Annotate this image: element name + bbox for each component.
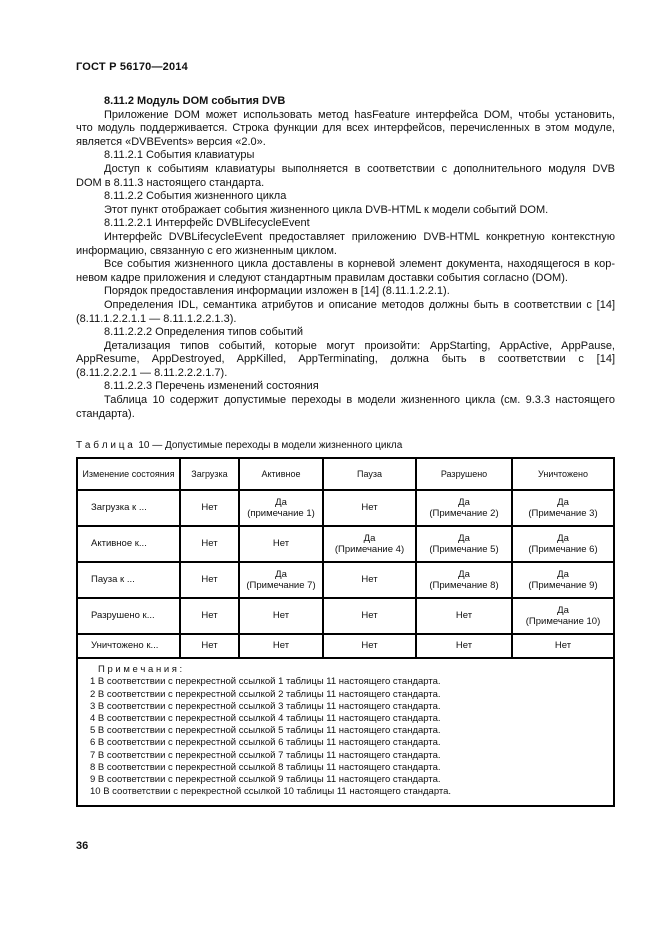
text-line: (8.11.2.2.2.1 — 8.11.2.2.2.1.7).: [76, 366, 228, 379]
section-heading: [76, 95, 615, 109]
paragraph: [76, 109, 615, 150]
text-line: Приложение DOM может использовать метод hasFeature интерфейса DOM, чтобы установить,: [104, 108, 615, 121]
table-cell: [416, 562, 512, 598]
table-header-row: [77, 458, 614, 490]
table-row: [77, 634, 614, 658]
column-header: Активное: [239, 458, 323, 490]
transitions-table: [76, 457, 615, 807]
column-header: Пауза: [323, 458, 416, 490]
note-line: 5 В соответствии с перекрестной ссылкой 5 таблицы 11 настоящего стандарта.: [90, 725, 441, 737]
text-line: невом кадре приложения и следуют стандартным правилам доставки события согласно (DOM).: [76, 271, 568, 284]
table-notes-cell: [77, 658, 614, 806]
cell-line: (Примечание 3): [528, 508, 598, 520]
text-line: 8.11.2.2.3 Перечень изменений состояния: [104, 380, 319, 393]
cell-line: Да: [557, 532, 569, 544]
paragraph: [76, 340, 615, 381]
paragraph: [76, 380, 615, 394]
note-line: 3 В соответствии с перекрестной ссылкой 3 таблицы 11 настоящего стандарта.: [90, 700, 441, 712]
notes-list: [90, 676, 603, 798]
cell-line: Да: [275, 568, 287, 580]
cell-line: Нет: [201, 574, 218, 586]
table-cell: [239, 598, 323, 634]
text-line: AppResume, AppDestroyed, AppKilled, AppTerminating, должна быть в соответствии с [14]: [76, 353, 615, 366]
text-line: 8.11.2.2.1 Интерфейс DVBLifecycleEvent: [104, 217, 310, 230]
text-line: 8.11.2 Модуль DOM события DVB: [104, 95, 286, 107]
note-line: 8 В соответствии с перекрестной ссылкой 8 таблицы 11 настоящего стандарта.: [90, 761, 441, 773]
text-line: Доступ к событиям клавиатуры выполняется в соответствии с дополнительного модуля DVB: [104, 162, 615, 175]
note-line: 10 В соответствии с перекрестной ссылкой 10 таблицы 11 настоящего стандарта.: [90, 786, 452, 798]
text-line: Порядок предоставления информации изложен в [14] (8.11.1.2.2.1).: [104, 285, 450, 298]
cell-line: Да: [557, 604, 569, 616]
cell-line: Да: [557, 496, 569, 508]
table-cell: [180, 634, 239, 658]
notes-title: П р и м е ч а н и я :: [98, 664, 183, 676]
cell-line: Нет: [455, 640, 473, 652]
table-cell: [323, 526, 416, 562]
cell-line: Нет: [361, 502, 378, 514]
column-header: Уничтожено: [512, 458, 614, 490]
text-line: является «DVBEvents» версия «2.0».: [76, 135, 266, 148]
text-line: 8.11.2.2.2 Определения типов событий: [104, 326, 304, 339]
table-cell: [416, 634, 512, 658]
cell-line: Да: [458, 532, 470, 544]
table-notes-row: [77, 658, 614, 806]
cell-line: Нет: [455, 610, 473, 622]
cell-line: Нет: [361, 640, 378, 652]
table-cell: [239, 562, 323, 598]
paragraph: [76, 258, 615, 285]
cell-line: Нет: [272, 610, 290, 622]
table-cell: [512, 562, 614, 598]
table-cell: [180, 490, 239, 526]
cell-line: Нет: [361, 574, 378, 586]
cell-line: (Примечание 5): [429, 544, 499, 556]
text-line: DOM в 8.11.3 настоящего стандарта.: [76, 176, 265, 189]
cell-line: (Примечание 9): [528, 580, 598, 592]
table-caption: Т а б л и ц а 10 — Допустимые переходы в модели жизненного цикла: [76, 440, 403, 452]
text-line: Все события жизненного цикла доставлены в корневой элемент документа, находящегося в кор-: [104, 258, 615, 271]
cell-line: Нет: [361, 610, 378, 622]
text-line: Детализация типов событий, которые могут произойти: AppStarting, AppActive, AppPause,: [104, 339, 615, 352]
cell-line: Нет: [201, 538, 218, 550]
column-header: Разрушено: [416, 458, 512, 490]
paragraph: [76, 149, 615, 163]
paragraph: [76, 163, 615, 190]
table-cell: [416, 490, 512, 526]
table-cell: [180, 598, 239, 634]
text-line: Определения IDL, семантика атрибутов и описание методов должны быть в соответствии с [14]: [104, 298, 615, 311]
page-number: 36: [76, 840, 89, 852]
cell-line: Нет: [201, 640, 218, 652]
cell-line: Нет: [554, 640, 572, 652]
note-line: 4 В соответствии с перекрестной ссылкой 4 таблицы 11 настоящего стандарта.: [90, 713, 441, 725]
table-cell: [416, 598, 512, 634]
cell-line: Да: [458, 496, 470, 508]
row-label: Уничтожено к...: [77, 634, 180, 658]
text-line: (8.11.1.2.2.1.1 — 8.11.1.2.2.1.3).: [76, 312, 237, 325]
table-cell: [512, 526, 614, 562]
table-row: [77, 490, 614, 526]
paragraph: [76, 394, 615, 421]
cell-line: (Примечание 10): [525, 616, 601, 628]
table-cell: [239, 634, 323, 658]
cell-line: Нет: [201, 502, 218, 514]
text-line: Таблица 10 содержит допустимые переходы в модели жизненного цикла (см. 9.3.3 настоящего: [104, 394, 615, 407]
content-area: [76, 95, 615, 807]
table-cell: [323, 598, 416, 634]
table-cell: [239, 526, 323, 562]
text-line: 8.11.2.1 События клавиатуры: [104, 149, 255, 162]
cell-line: (Примечание 8): [429, 580, 499, 592]
cell-line: (Примечание 2): [429, 508, 499, 520]
paragraph: [76, 231, 615, 258]
cell-line: (Примечание 4): [334, 544, 405, 556]
cell-line: (Примечание 7): [246, 580, 316, 592]
table-body: [77, 490, 614, 658]
table-row: [77, 598, 614, 634]
row-label: Активное к...: [77, 526, 180, 562]
body-text: [76, 95, 615, 421]
paragraph: [76, 204, 615, 218]
table-cell: [180, 526, 239, 562]
cell-line: Нет: [201, 610, 218, 622]
table-cell: [512, 598, 614, 634]
table-cell: [180, 562, 239, 598]
note-line: 2 В соответствии с перекрестной ссылкой 2 таблицы 11 настоящего стандарта.: [90, 688, 441, 700]
text-line: что модуль поддерживается. Строка функции для всех интерфейсов, перечисленных в этом модуле,: [76, 122, 615, 135]
paragraph: [76, 326, 615, 340]
doc-number: ГОСТ Р 56170—2014: [76, 61, 188, 73]
cell-line: (Примечание 6): [528, 544, 598, 556]
paragraph: [76, 285, 615, 299]
cell-line: Нет: [272, 640, 290, 652]
note-line: 6 В соответствии с перекрестной ссылкой 6 таблицы 11 настоящего стандарта.: [90, 737, 441, 749]
cell-line: (примечание 1): [247, 508, 315, 520]
table-row: [77, 562, 614, 598]
table-cell: [416, 526, 512, 562]
text-line: информацию, связанную с его жизненным циклом.: [76, 244, 337, 257]
table-cell: [323, 490, 416, 526]
row-label: Пауза к ...: [77, 562, 180, 598]
table-cell: [512, 634, 614, 658]
text-line: 8.11.2.2 События жизненного цикла: [104, 190, 287, 203]
column-header: Изменение состояния: [77, 458, 180, 490]
column-header: Загрузка: [180, 458, 239, 490]
cell-line: Да: [557, 568, 569, 580]
paragraph: [76, 299, 615, 326]
cell-line: Да: [363, 532, 376, 544]
table-cell: [239, 490, 323, 526]
text-line: стандарта).: [76, 407, 135, 420]
cell-line: Нет: [272, 538, 290, 550]
cell-line: Да: [275, 496, 287, 508]
note-line: 1 В соответствии с перекрестной ссылкой 1 таблицы 11 настоящего стандарта.: [90, 676, 441, 688]
text-line: Интерфейс DVBLifecycleEvent предоставляет приложению DVB-HTML конкретную контекстную: [104, 230, 615, 243]
paragraph: [76, 190, 615, 204]
note-line: 9 В соответствии с перекрестной ссылкой 9 таблицы 11 настоящего стандарта.: [90, 774, 441, 786]
row-label: Разрушено к...: [77, 598, 180, 634]
table-cell: [512, 490, 614, 526]
cell-line: Да: [458, 568, 470, 580]
text-line: Этот пункт отображает события жизненного цикла DVB-HTML к модели событий DOM.: [104, 203, 549, 216]
table-cell: [323, 634, 416, 658]
table-row: [77, 526, 614, 562]
paragraph: [76, 217, 615, 231]
row-label: Загрузка к ...: [77, 490, 180, 526]
table-cell: [323, 562, 416, 598]
note-line: 7 В соответствии с перекрестной ссылкой 7 таблицы 11 настоящего стандарта.: [90, 749, 441, 761]
